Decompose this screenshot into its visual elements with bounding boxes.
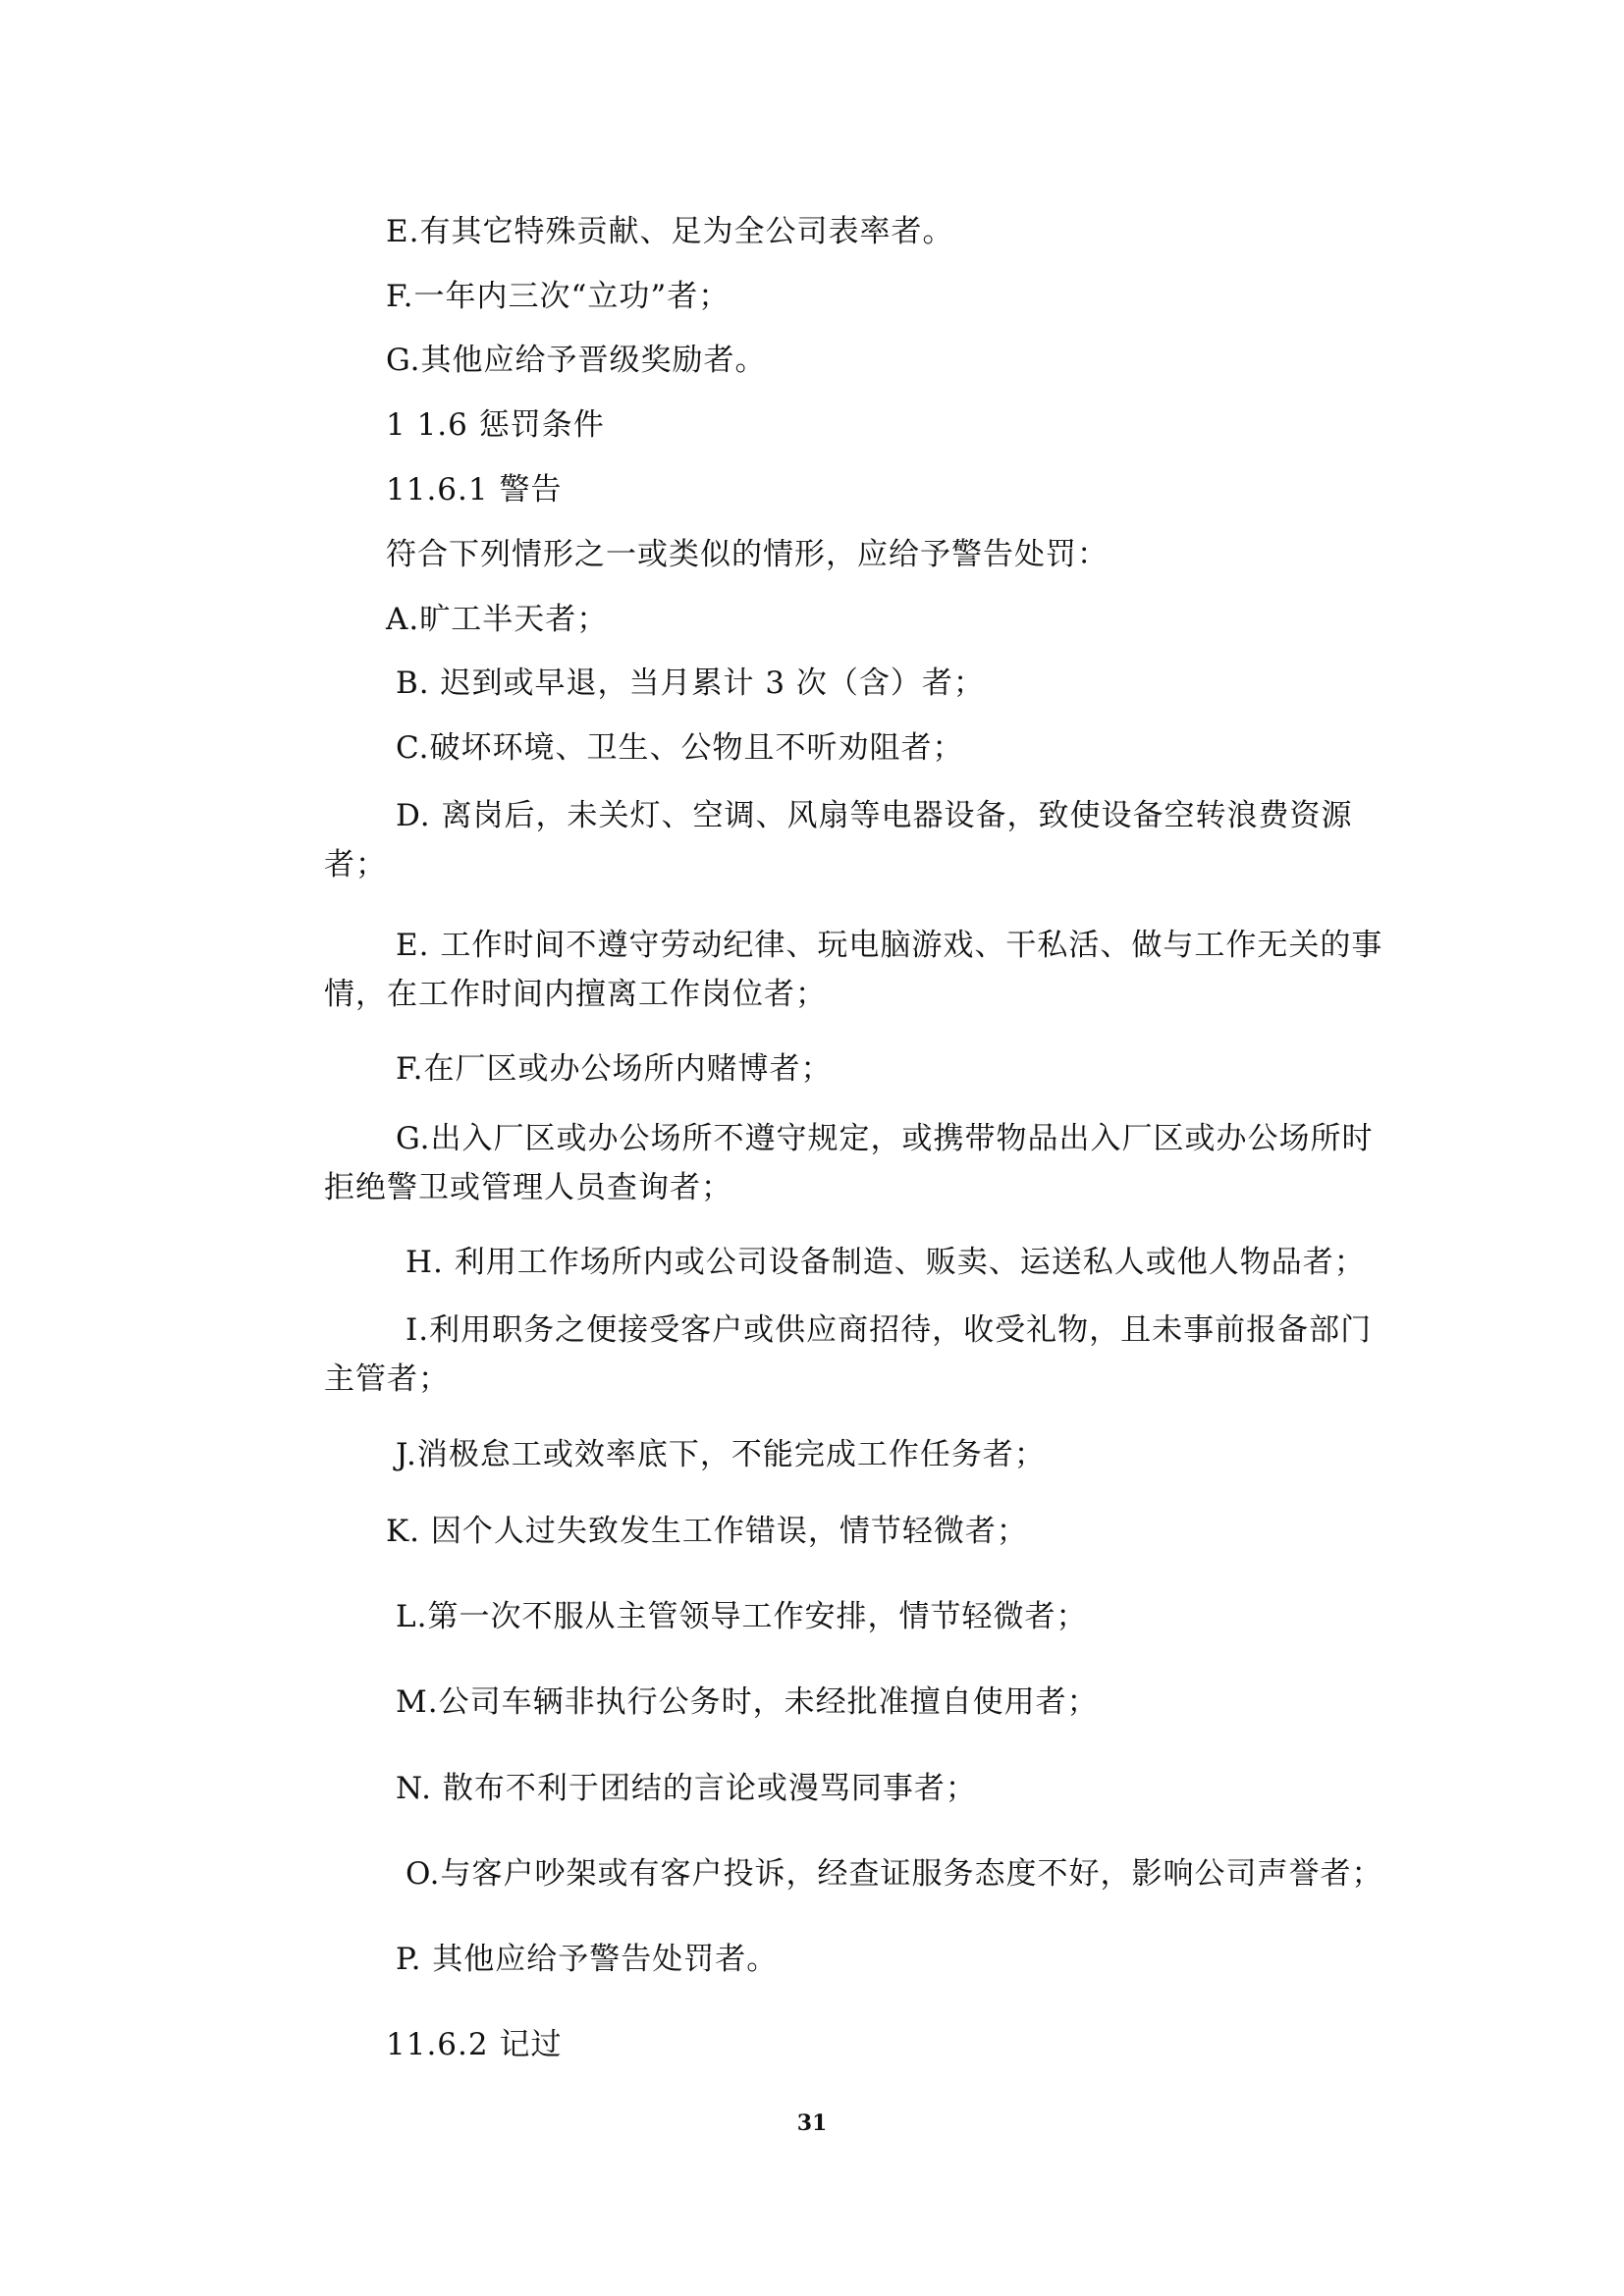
list-item-b: B. 迟到或早退，当月累计 3 次（含）者； xyxy=(396,666,985,701)
page-number: 31 xyxy=(796,2110,828,2136)
list-item-o: O.与客户吵架或有客户投诉，经查证服务态度不好，影响公司声誉者； xyxy=(406,1856,1383,1892)
section-heading-punishment: 1 1.6 惩罚条件 xyxy=(386,407,605,443)
paragraph-f-merit-three-times: F.一年内三次“立功”者； xyxy=(386,279,731,314)
list-item-i: I.利用职务之便接受客户或供应商招待，收受礼物，且未事前报备部门主管者； xyxy=(324,1312,1373,1397)
paragraph-g-other-promotion: G.其他应给予晋级奖励者。 xyxy=(386,343,767,378)
paragraph-warning-intro: 符合下列情形之一或类似的情形，应给予警告处罚： xyxy=(386,537,1109,572)
list-item-d: D. 离岗后，未关灯、空调、风扇等电器设备，致使设备空转浪费资源者； xyxy=(324,798,1353,882)
list-item-e: E. 工作时间不遵守劳动纪律、玩电脑游戏、干私活、做与工作无关的事情，在工作时间内擅离工作岗位者； xyxy=(324,928,1383,1012)
list-item-a: A.旷工半天者； xyxy=(386,602,609,637)
subsection-heading-demerit: 11.6.2 记过 xyxy=(386,2027,563,2062)
list-item-j: J.消极怠工或效率底下，不能完成工作任务者； xyxy=(396,1437,1046,1472)
list-item-h: H. 利用工作场所内或公司设备制造、贩卖、运送私人或他人物品者； xyxy=(406,1245,1366,1280)
list-item-k: K. 因个人过失致发生工作错误，情节轻微者； xyxy=(386,1514,1028,1549)
paragraph-e-special-contribution: E.有其它特殊贡献、足为全公司表率者。 xyxy=(386,214,954,249)
subsection-heading-warning: 11.6.1 警告 xyxy=(386,472,563,507)
list-item-m: M.公司车辆非执行公务时，未经批准擅自使用者； xyxy=(396,1684,1099,1720)
list-item-g: G.出入厂区或办公场所不遵守规定，或携带物品出入厂区或办公场所时拒绝警卫或管理人员查询者； xyxy=(324,1121,1374,1205)
list-item-p: P. 其他应给予警告处罚者。 xyxy=(396,1942,779,1977)
list-item-n: N. 散布不利于团结的言论或漫骂同事者； xyxy=(396,1771,977,1806)
list-item-c: C.破坏环境、卫生、公物且不听劝阻者； xyxy=(396,730,964,766)
list-item-l: L.第一次不服从主管领导工作安排，情节轻微者； xyxy=(396,1599,1088,1634)
list-item-f: F.在厂区或办公场所内赌博者； xyxy=(396,1051,833,1087)
